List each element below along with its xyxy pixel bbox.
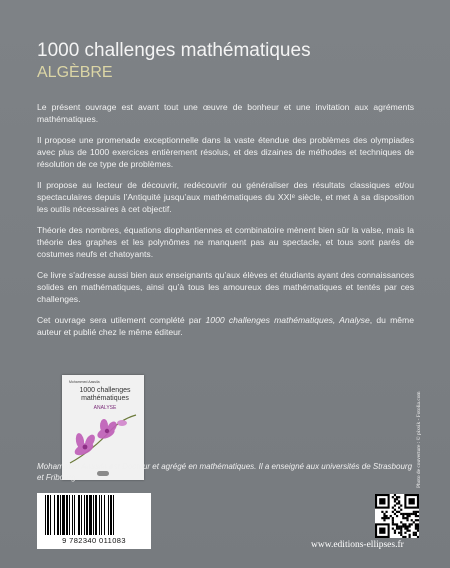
thumbnail-author: Mohammed Aassila	[69, 380, 100, 384]
paragraph-1: Le présent ouvrage est avant tout une œuvre de bonheur et une invitation aux agréments mathématiques.	[37, 102, 414, 124]
book-title: 1000 challenges mathématiques	[37, 40, 311, 61]
companion-book-title: 1000 challenges mathématiques, Analyse	[205, 315, 370, 325]
photo-credit: Photo de couverture : © pixsik - Fotolia.com	[416, 391, 422, 488]
paragraph-4: Théorie des nombres, équations diophantiennes et combinatoire mènent bien sûr la valse, mais la théorie des graphes et les polynômes ne manquent pas au spectacle, et tous sont parés de costumes neufs et chatoyants.	[37, 225, 414, 259]
thumbnail-subtitle: ANALYSE	[93, 405, 117, 411]
paragraph-5: Ce livre s’adresse aussi bien aux enseignants qu’aux élèves et étudiants ayant des connaissances solides en mathématiques, ainsi qu’à tous les amoureux des mathématiques et tentés par ces challenges.	[37, 270, 414, 304]
paragraph-3: Il propose au lecteur de découvrir, redécouvrir ou généraliser des résultats classiques et/ou spectaculaires depuis l’Antiquité jusqu’aux mathématiques du XXIᵉ siècle, et met à sa disposition les outils nécessaires à cet objectif.	[37, 180, 414, 214]
description	[37, 101, 414, 347]
book-subtitle: ALGÈBRE	[37, 64, 113, 81]
publisher-url: www.editions-ellipses.fr	[311, 540, 404, 550]
paragraph-6-end: , du même auteur et publié chez le même éditeur.	[37, 315, 414, 337]
paragraph-6-start: Cet ouvrage sera utilement complété par	[37, 315, 206, 325]
author-note: Mohammed Aassila est Docteur et agrégé en mathématiques. Il a enseigné aux universités de Strasbourg et Fribourg.	[37, 462, 413, 482]
qr-code	[375, 494, 419, 538]
barcode	[37, 493, 151, 549]
barcode-icon	[45, 495, 143, 535]
paragraph-2: Il propose une promenade exceptionnelle dans la vaste étendue des problèmes des olympiades avec plus de 1000 exercices entièrement résolus, et des dizaines de méthodes et techniques de résolution de ce type de problèmes.	[37, 135, 414, 169]
thumbnail-title: 1000 challenges mathématiques	[79, 387, 131, 402]
paragraph-6	[37, 314, 414, 338]
qr-code-icon	[375, 494, 419, 538]
barcode-number: 9 782340 011083	[62, 536, 126, 545]
